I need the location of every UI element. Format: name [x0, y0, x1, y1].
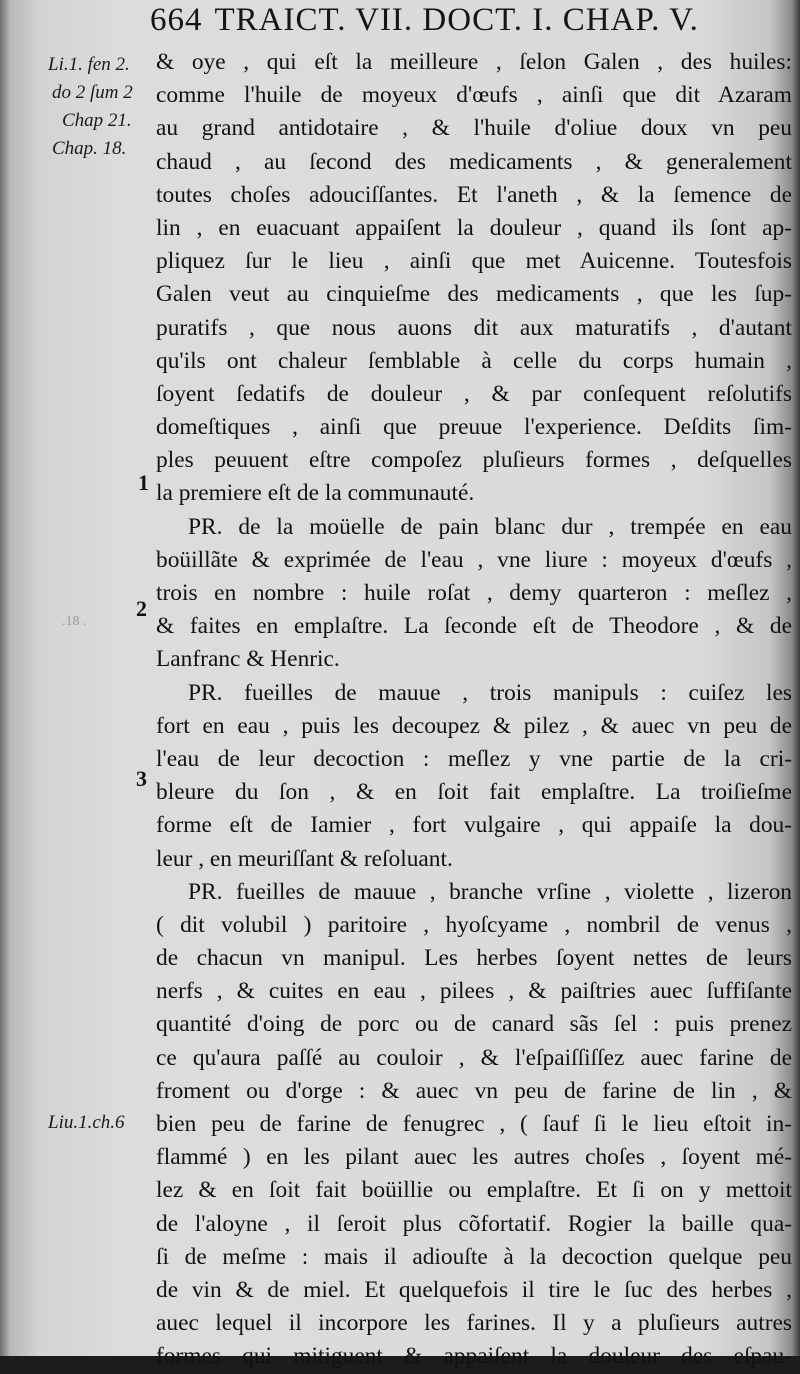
- recipe-line: PR. fueilles de mauue , trois manipuls : cuiſez les: [188, 679, 792, 706]
- bleed-through-text: .18 .: [62, 614, 87, 629]
- text-line: formes qui mitiguent & appaiſent la douleur des eſpau-: [156, 1343, 792, 1370]
- text-line: lez & en ſoit fait boüillie ou emplaſtre. Et ſi on y mettoit: [156, 1177, 792, 1204]
- text-line: comme l'huile de moyeux d'œufs , ainſi que dit Azaram: [156, 82, 792, 109]
- text-line: ( dit volubil ) paritoire , hyoſcyame , nombril de venus ,: [156, 911, 792, 938]
- body-text: [156, 46, 792, 1374]
- text-line: quantité d'oing de porc ou de canard sãs ſel : puis prenez: [156, 1011, 792, 1038]
- running-header: [150, 2, 790, 46]
- text-line: boüillãte & exprimée de l'eau , vne liure : moyeux d'œufs ,: [156, 546, 792, 573]
- text-line: forme eſt de Iamier , fort vulgaire , qui appaiſe la dou-: [156, 812, 792, 839]
- margin-number: 1: [138, 470, 149, 495]
- text-line: nerfs , & cuites en eau , pilees , & paiſtries auec ſuffiſante: [156, 978, 792, 1005]
- text-line: bleure du ſon , & en ſoit fait emplaſtre. La troiſieſme: [156, 779, 792, 806]
- margin-note: Liu.1.ch.6: [48, 1112, 125, 1133]
- text-line: chaud , au ſecond des medicaments , & generalement: [156, 148, 792, 175]
- text-line: froment ou d'orge : & auec vn peu de farine de lin , &: [156, 1077, 792, 1104]
- text-line: ſoyent ſedatifs de douleur , & par conſequent reſolutifs: [156, 380, 792, 407]
- text-line: ſi de meſme : mais il adiouſte à la decoction quelque peu: [156, 1243, 792, 1270]
- text-line: & faites en emplaſtre. La ſeconde eſt de Theodore , & de: [156, 613, 792, 640]
- text-line: au grand antidotaire , & l'huile d'oliue doux vn peu: [156, 115, 792, 142]
- margin-note: Chap 21.: [62, 110, 132, 131]
- text-line: puratifs , que nous auons dit aux maturatifs , d'autant: [156, 314, 792, 341]
- recipe-line: PR. de la moüelle de pain blanc dur , trempée en eau: [188, 513, 792, 540]
- text-line: flammé ) en les pilant auec les autres choſes , ſoyent mé-: [156, 1144, 792, 1171]
- text-line: fort en eau , puis les decoupez & pilez , & auec vn peu de: [156, 712, 792, 739]
- text-line: Lanfranc & Henric.: [156, 646, 340, 673]
- running-title: TRAICT. VII. DOCT. I. CHAP. V.: [214, 2, 699, 38]
- text-line: ce qu'aura paſſé au couloir , & l'eſpaiſſiſſez auec farine de: [156, 1044, 792, 1071]
- margin-number: 2: [136, 596, 147, 621]
- text-line: la premiere eſt de la communauté.: [156, 480, 475, 507]
- text-line: de chacun vn manipul. Les herbes ſoyent nettes de leurs: [156, 945, 792, 972]
- text-line: auec lequel il incorpore les farines. Il y a pluſieurs autres: [156, 1310, 792, 1337]
- text-line: toutes choſes adouciſſantes. Et l'aneth , & la ſemence de: [156, 181, 792, 208]
- text-line: de vin & de miel. Et quelquefois il tire le ſuc des herbes ,: [156, 1276, 792, 1303]
- text-line: leur , en meuriſſant & reſoluant.: [156, 845, 453, 872]
- margin-note: Li.1. fen 2.: [48, 54, 130, 75]
- margin-note: Chap. 18.: [52, 138, 127, 159]
- text-line: l'eau de leur decoction : meſlez y vne partie de la cri-: [156, 745, 792, 772]
- text-line: pliquez ſur le lieu , ainſi que met Auicenne. Toutesfois: [156, 248, 792, 275]
- text-line: de l'aloyne , il ſeroit plus cõfortatif. Rogier la baille qua-: [156, 1210, 792, 1237]
- text-line: ples peuuent eſtre compoſez pluſieurs formes , deſquelles: [156, 447, 792, 474]
- text-line: Galen veut au cinquieſme des medicaments , que les ſup-: [156, 281, 792, 308]
- text-line: trois en nombre : huile roſat , demy quarteron : meſlez ,: [156, 580, 792, 606]
- text-line: lin , en euacuant appaiſent la douleur , quand ils ſont ap-: [156, 214, 792, 241]
- text-line: bien peu de farine de fenugrec , ( ſauf ſi le lieu eſtoit in-: [156, 1111, 792, 1137]
- text-line: & oye , qui eſt la meilleure , ſelon Galen , des huiles:: [156, 49, 792, 75]
- text-line: domeſtiques , ainſi que preuue l'experience. Deſdits ſim-: [156, 414, 792, 441]
- recipe-line: PR. fueilles de mauue , branche vrſine , violette , lizeron: [188, 878, 792, 905]
- text-line: qu'ils ont chaleur ſemblable à celle du corps humain ,: [156, 347, 792, 374]
- margin-number: 3: [136, 766, 147, 791]
- margin-note: do 2 ſum 2: [52, 82, 133, 103]
- page-number: 664: [150, 2, 203, 38]
